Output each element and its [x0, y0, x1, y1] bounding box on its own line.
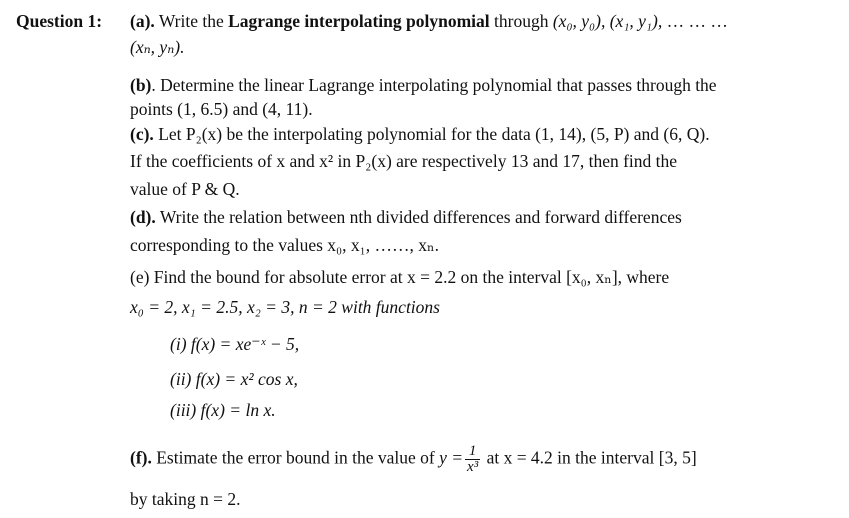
part-f-line2: by taking n = 2. — [130, 489, 241, 509]
part-c-line1 — [130, 123, 710, 145]
part-c-line2: If the coefficients of x and x² in P₂(x) are respectively 13 and 17, then find the — [130, 151, 678, 171]
part-a-p0: (x₀, y₀), — [552, 11, 606, 31]
part-a-text1: Write the — [158, 11, 224, 31]
part-d-tag: (d). — [130, 207, 156, 227]
part-a-text2: through — [494, 11, 549, 31]
part-f-line1 — [130, 444, 697, 475]
part-e-func-2: (ii) f(x) = x² cos x, — [170, 369, 298, 389]
part-f-y-eq: y = — [439, 447, 464, 468]
part-a-pn: (xₙ, yₙ). — [130, 37, 185, 57]
part-a-line1 — [130, 10, 728, 32]
part-e-func-1: (i) f(x) = xe⁻ˣ − 5, — [170, 334, 300, 354]
part-c-text1: Let P₂(x) be the interpolating polynomial for the data (1, 14), (5, P) and (6, Q). — [158, 124, 710, 144]
part-f-fraction — [465, 444, 480, 475]
fraction-denominator: x³ — [467, 459, 479, 475]
part-d-line2: corresponding to the values x₀, x₁, ……, xₙ. — [130, 235, 439, 255]
part-c-line3: value of P & Q. — [130, 179, 240, 199]
question-label: Question 1: — [16, 11, 103, 31]
part-b-text1: . Determine the linear Lagrange interpolating polynomial that passes through the — [151, 75, 717, 95]
part-f-text1: Estimate the error bound in the value of — [156, 447, 435, 468]
part-f-tag: (f). — [130, 447, 152, 468]
part-b-tag: (b) — [130, 75, 152, 95]
part-a-tag: (a). — [130, 11, 155, 31]
part-d-line1 — [130, 206, 682, 228]
part-a-p1: (x₁, y₁), — [609, 11, 663, 31]
part-e-line2: x₀ = 2, x₁ = 2.5, x₂ = 3, n = 2 with functions — [130, 297, 440, 317]
part-e-line1: (e) Find the bound for absolute error at x = 2.2 on the interval [x₀, xₙ], where — [130, 267, 670, 287]
part-d-text1: Write the relation between nth divided differences and forward differences — [159, 207, 682, 227]
part-b-line2: points (1, 6.5) and (4, 11). — [130, 99, 313, 119]
part-f-text2: at x = 4.2 in the interval [3, 5] — [486, 447, 697, 468]
part-e-func-3: (iii) f(x) = ln x. — [170, 400, 276, 420]
part-b-line1 — [130, 74, 717, 96]
fraction-numerator: 1 — [465, 444, 480, 460]
part-a-dots: … … … — [666, 11, 728, 31]
part-c-tag: (c). — [130, 124, 154, 144]
part-a-bold: Lagrange interpolating polynomial — [228, 11, 490, 31]
